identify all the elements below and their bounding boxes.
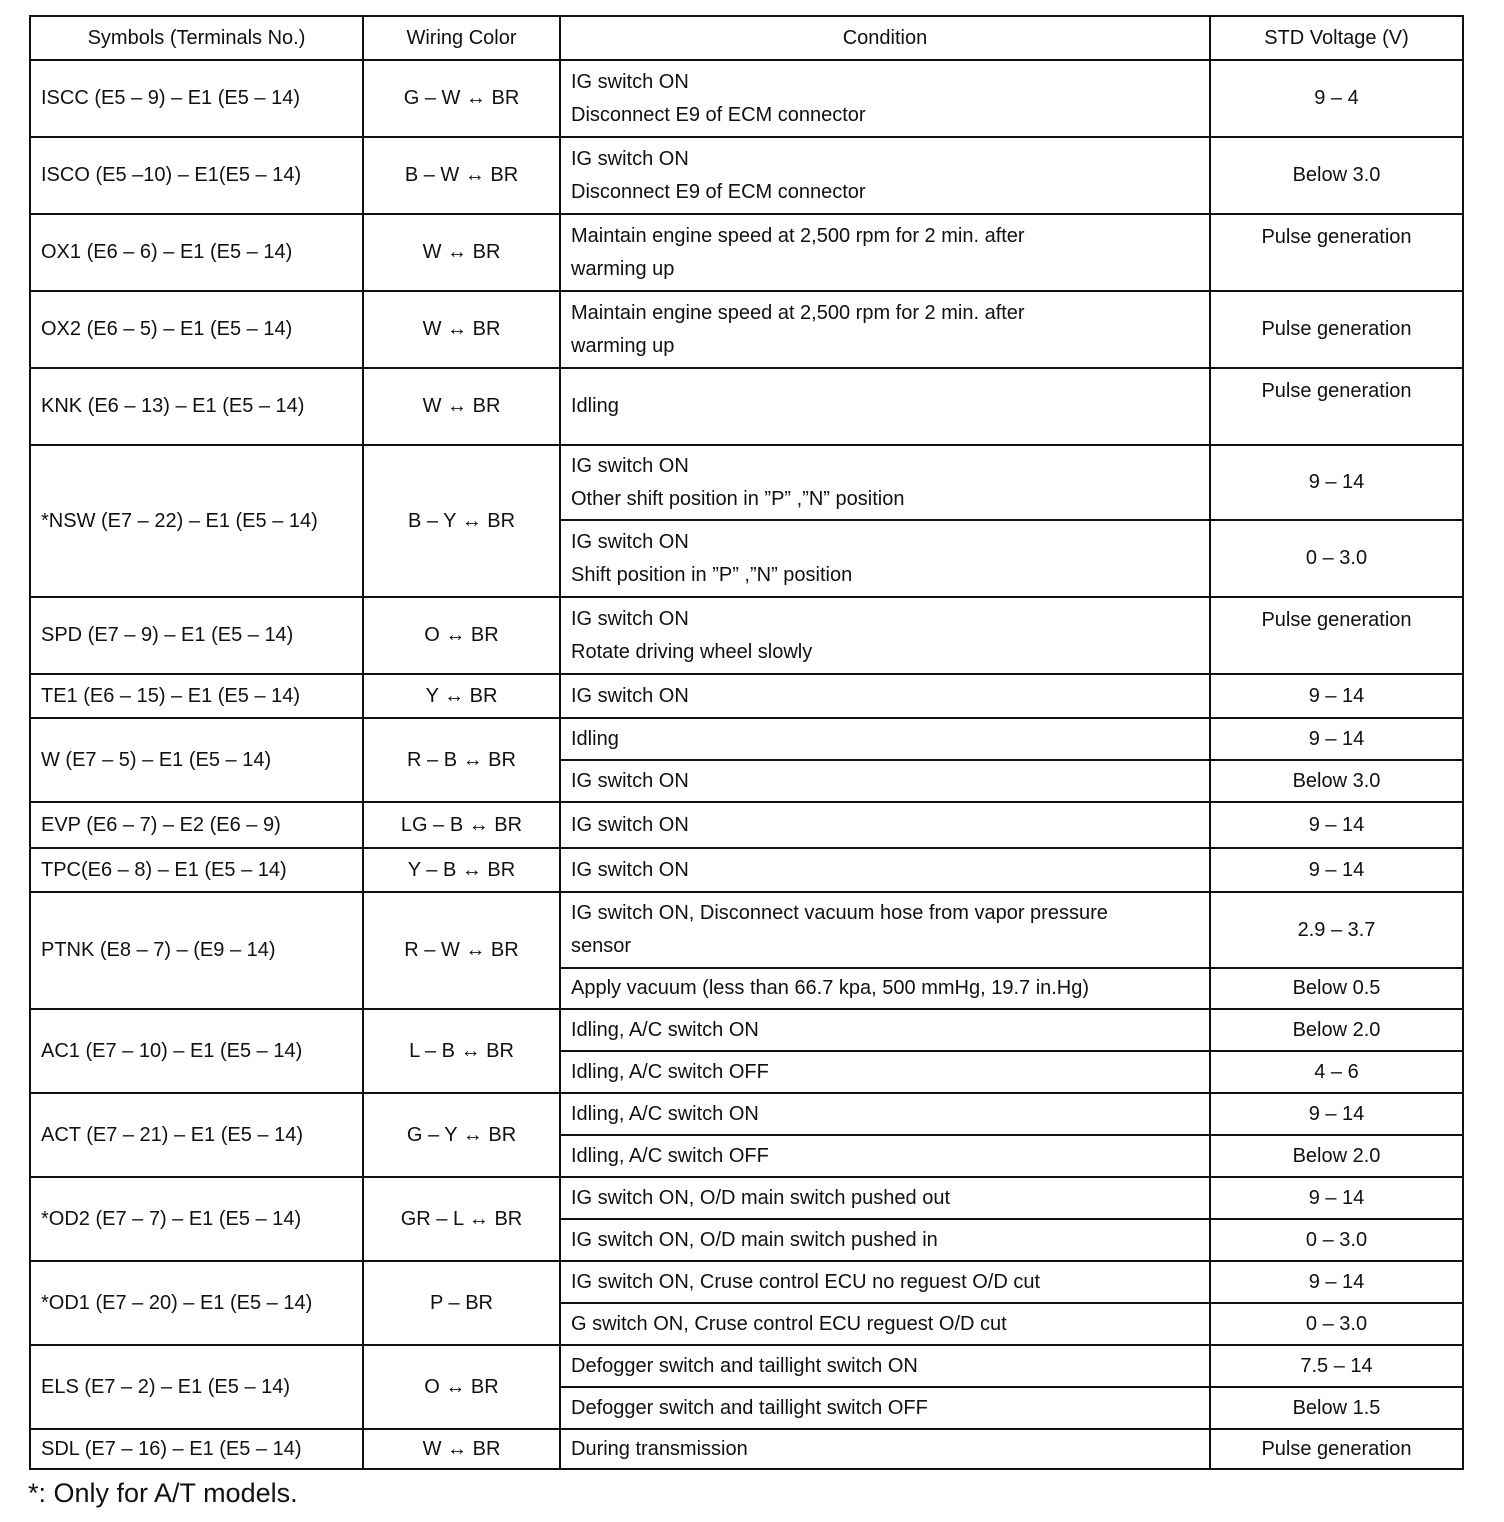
condition-line: Idling bbox=[571, 395, 619, 417]
symbol-cell: PTNK (E8 – 7) – (E9 – 14) bbox=[30, 892, 363, 1009]
table-row bbox=[30, 291, 1463, 368]
symbol-cell: KNK (E6 – 13) – E1 (E5 – 14) bbox=[30, 368, 363, 445]
condition-cell bbox=[560, 674, 1210, 718]
table-row bbox=[30, 1429, 1463, 1469]
table-header-row bbox=[30, 16, 1463, 60]
condition-line: During transmission bbox=[571, 1437, 748, 1460]
symbol-cell: *NSW (E7 – 22) – E1 (E5 – 14) bbox=[30, 445, 363, 597]
std-voltage-cell: Below 2.0 bbox=[1210, 1135, 1463, 1177]
std-voltage-cell: 4 – 6 bbox=[1210, 1051, 1463, 1093]
table-row bbox=[30, 214, 1463, 291]
condition-cell bbox=[560, 1429, 1210, 1469]
header-condition: Condition bbox=[560, 16, 1210, 60]
symbol-cell: TPC(E6 – 8) – E1 (E5 – 14) bbox=[30, 848, 363, 892]
condition-line: Idling, A/C switch OFF bbox=[571, 1060, 769, 1083]
condition-line: Apply vacuum (less than 66.7 kpa, 500 mmHg, 19.7 in.Hg) bbox=[571, 977, 1090, 999]
condition-cell bbox=[560, 802, 1210, 848]
condition-line: IG switch ON bbox=[571, 530, 689, 553]
std-voltage-cell: 9 – 14 bbox=[1210, 674, 1463, 718]
symbol-cell: OX2 (E6 – 5) – E1 (E5 – 14) bbox=[30, 291, 363, 368]
wiring-color-cell: O ↔ BR bbox=[363, 597, 560, 674]
footnote: *: Only for A/T models. bbox=[28, 1478, 298, 1508]
symbol-cell: ELS (E7 – 2) – E1 (E5 – 14) bbox=[30, 1345, 363, 1429]
condition-line: IG switch ON, O/D main switch pushed out bbox=[571, 1186, 951, 1209]
wiring-color-cell: G – Y ↔ BR bbox=[363, 1093, 560, 1177]
std-voltage-cell: Pulse generation bbox=[1210, 214, 1463, 291]
std-voltage-cell: 9 – 14 bbox=[1210, 848, 1463, 892]
condition-cell bbox=[560, 1303, 1210, 1345]
std-voltage-cell: 0 – 3.0 bbox=[1210, 1219, 1463, 1261]
symbol-cell: *OD1 (E7 – 20) – E1 (E5 – 14) bbox=[30, 1261, 363, 1345]
table-row bbox=[30, 718, 1463, 760]
table-row bbox=[30, 674, 1463, 718]
std-voltage-cell: 9 – 14 bbox=[1210, 1177, 1463, 1219]
condition-cell bbox=[560, 1093, 1210, 1135]
condition-cell bbox=[560, 1219, 1210, 1261]
table-body bbox=[30, 60, 1463, 1469]
wiring-color-cell: GR – L ↔ BR bbox=[363, 1177, 560, 1261]
table-row bbox=[30, 368, 1463, 445]
condition-cell bbox=[560, 848, 1210, 892]
table-row bbox=[30, 1177, 1463, 1219]
condition-line: IG switch ON, Cruse control ECU no reguest O/D cut bbox=[571, 1270, 1041, 1293]
std-voltage-cell: 7.5 – 14 bbox=[1210, 1345, 1463, 1387]
condition-line: G switch ON, Cruse control ECU reguest O/D cut bbox=[571, 1312, 1007, 1335]
std-voltage-cell: 9 – 4 bbox=[1210, 60, 1463, 137]
condition-line: Maintain engine speed at 2,500 rpm for 2 min. after bbox=[571, 224, 1025, 247]
terminal-voltage-table bbox=[29, 15, 1464, 1470]
wiring-color-cell: LG – B ↔ BR bbox=[363, 802, 560, 848]
condition-cell bbox=[560, 892, 1210, 968]
condition-line: Disconnect E9 of ECM connector bbox=[571, 103, 866, 126]
std-voltage-cell: Pulse generation bbox=[1210, 291, 1463, 368]
symbol-cell: W (E7 – 5) – E1 (E5 – 14) bbox=[30, 718, 363, 802]
condition-line: Shift position in ”P” ,”N” position bbox=[571, 563, 853, 586]
condition-line: warming up bbox=[571, 334, 675, 357]
wiring-color-cell: P – BR bbox=[363, 1261, 560, 1345]
std-voltage-cell: 9 – 14 bbox=[1210, 445, 1463, 520]
table-row bbox=[30, 137, 1463, 214]
condition-cell bbox=[560, 291, 1210, 368]
table-row bbox=[30, 802, 1463, 848]
condition-line: Maintain engine speed at 2,500 rpm for 2 min. after bbox=[571, 301, 1025, 324]
table-row bbox=[30, 445, 1463, 520]
wiring-color-cell: W ↔ BR bbox=[363, 368, 560, 445]
table-row bbox=[30, 892, 1463, 968]
condition-cell bbox=[560, 597, 1210, 674]
std-voltage-cell: Below 0.5 bbox=[1210, 968, 1463, 1009]
condition-cell bbox=[560, 520, 1210, 597]
condition-cell bbox=[560, 1177, 1210, 1219]
condition-cell bbox=[560, 1345, 1210, 1387]
wiring-color-cell: R – W ↔ BR bbox=[363, 892, 560, 1009]
condition-cell bbox=[560, 60, 1210, 137]
header-symbols: Symbols (Terminals No.) bbox=[30, 16, 363, 60]
condition-cell bbox=[560, 1135, 1210, 1177]
std-voltage-cell: 9 – 14 bbox=[1210, 718, 1463, 760]
condition-cell bbox=[560, 1051, 1210, 1093]
std-voltage-cell: Below 1.5 bbox=[1210, 1387, 1463, 1429]
wiring-color-cell: G – W ↔ BR bbox=[363, 60, 560, 137]
condition-line: Idling, A/C switch ON bbox=[571, 1102, 759, 1125]
table-row bbox=[30, 60, 1463, 137]
symbol-cell: SPD (E7 – 9) – E1 (E5 – 14) bbox=[30, 597, 363, 674]
table-row bbox=[30, 597, 1463, 674]
symbol-cell: ISCO (E5 –10) – E1(E5 – 14) bbox=[30, 137, 363, 214]
symbol-cell: AC1 (E7 – 10) – E1 (E5 – 14) bbox=[30, 1009, 363, 1093]
wiring-color-cell: W ↔ BR bbox=[363, 1429, 560, 1469]
std-voltage-cell: 2.9 – 3.7 bbox=[1210, 892, 1463, 968]
condition-line: IG switch ON bbox=[571, 684, 689, 707]
condition-line: Idling, A/C switch OFF bbox=[571, 1144, 769, 1167]
header-wiring-color: Wiring Color bbox=[363, 16, 560, 60]
table-row bbox=[30, 1345, 1463, 1387]
table-row bbox=[30, 1009, 1463, 1051]
std-voltage-cell: Pulse generation bbox=[1210, 597, 1463, 674]
symbol-cell: SDL (E7 – 16) – E1 (E5 – 14) bbox=[30, 1429, 363, 1469]
condition-cell bbox=[560, 718, 1210, 760]
symbol-cell: TE1 (E6 – 15) – E1 (E5 – 14) bbox=[30, 674, 363, 718]
condition-line: Idling, A/C switch ON bbox=[571, 1018, 759, 1041]
wiring-color-cell: B – W ↔ BR bbox=[363, 137, 560, 214]
std-voltage-cell: 9 – 14 bbox=[1210, 802, 1463, 848]
condition-line: Defogger switch and taillight switch ON bbox=[571, 1354, 918, 1377]
std-voltage-cell: 9 – 14 bbox=[1210, 1261, 1463, 1303]
std-voltage-cell: 0 – 3.0 bbox=[1210, 520, 1463, 597]
condition-line: IG switch ON bbox=[571, 607, 689, 630]
std-voltage-cell: 9 – 14 bbox=[1210, 1093, 1463, 1135]
symbol-cell: EVP (E6 – 7) – E2 (E6 – 9) bbox=[30, 802, 363, 848]
table-row bbox=[30, 848, 1463, 892]
condition-cell bbox=[560, 1261, 1210, 1303]
wiring-color-cell: L – B ↔ BR bbox=[363, 1009, 560, 1093]
condition-cell bbox=[560, 760, 1210, 802]
condition-line: IG switch ON bbox=[571, 769, 689, 792]
condition-line: Idling bbox=[571, 727, 619, 750]
condition-cell bbox=[560, 214, 1210, 291]
condition-line: IG switch ON bbox=[571, 858, 689, 881]
condition-line: IG switch ON, O/D main switch pushed in bbox=[571, 1228, 938, 1251]
wiring-color-cell: B – Y ↔ BR bbox=[363, 445, 560, 597]
std-voltage-cell: Below 2.0 bbox=[1210, 1009, 1463, 1051]
symbol-cell: ACT (E7 – 21) – E1 (E5 – 14) bbox=[30, 1093, 363, 1177]
std-voltage-cell: Below 3.0 bbox=[1210, 760, 1463, 802]
condition-cell bbox=[560, 445, 1210, 520]
std-voltage-cell: Pulse generation bbox=[1210, 1429, 1463, 1469]
wiring-color-cell: R – B ↔ BR bbox=[363, 718, 560, 802]
condition-line: Disconnect E9 of ECM connector bbox=[571, 180, 866, 203]
terminal-voltage-table-container bbox=[29, 15, 1462, 1470]
wiring-color-cell: Y ↔ BR bbox=[363, 674, 560, 718]
condition-line: IG switch ON bbox=[571, 70, 689, 93]
condition-line: IG switch ON bbox=[571, 813, 689, 836]
wiring-color-cell: O ↔ BR bbox=[363, 1345, 560, 1429]
std-voltage-cell: Below 3.0 bbox=[1210, 137, 1463, 214]
header-std-voltage: STD Voltage (V) bbox=[1210, 16, 1463, 60]
wiring-color-cell: W ↔ BR bbox=[363, 291, 560, 368]
condition-cell bbox=[560, 968, 1210, 1009]
std-voltage-cell: 0 – 3.0 bbox=[1210, 1303, 1463, 1345]
wiring-color-cell: Y – B ↔ BR bbox=[363, 848, 560, 892]
condition-line: IG switch ON bbox=[571, 147, 689, 170]
std-voltage-cell: Pulse generation bbox=[1210, 368, 1463, 445]
table-row bbox=[30, 1093, 1463, 1135]
condition-line: sensor bbox=[571, 935, 632, 957]
condition-cell bbox=[560, 368, 1210, 445]
condition-cell bbox=[560, 1387, 1210, 1429]
table-row bbox=[30, 1261, 1463, 1303]
symbol-cell: OX1 (E6 – 6) – E1 (E5 – 14) bbox=[30, 214, 363, 291]
wiring-color-cell: W ↔ BR bbox=[363, 214, 560, 291]
condition-cell bbox=[560, 137, 1210, 214]
symbol-cell: ISCC (E5 – 9) – E1 (E5 – 14) bbox=[30, 60, 363, 137]
symbol-cell: *OD2 (E7 – 7) – E1 (E5 – 14) bbox=[30, 1177, 363, 1261]
condition-line: IG switch ON, Disconnect vacuum hose from vapor pressure bbox=[571, 902, 1108, 924]
condition-line: Defogger switch and taillight switch OFF bbox=[571, 1396, 928, 1419]
condition-line: IG switch ON bbox=[571, 454, 689, 477]
condition-line: Rotate driving wheel slowly bbox=[571, 640, 813, 663]
condition-cell bbox=[560, 1009, 1210, 1051]
condition-line: Other shift position in ”P” ,”N” position bbox=[571, 487, 905, 510]
condition-line: warming up bbox=[571, 257, 675, 280]
